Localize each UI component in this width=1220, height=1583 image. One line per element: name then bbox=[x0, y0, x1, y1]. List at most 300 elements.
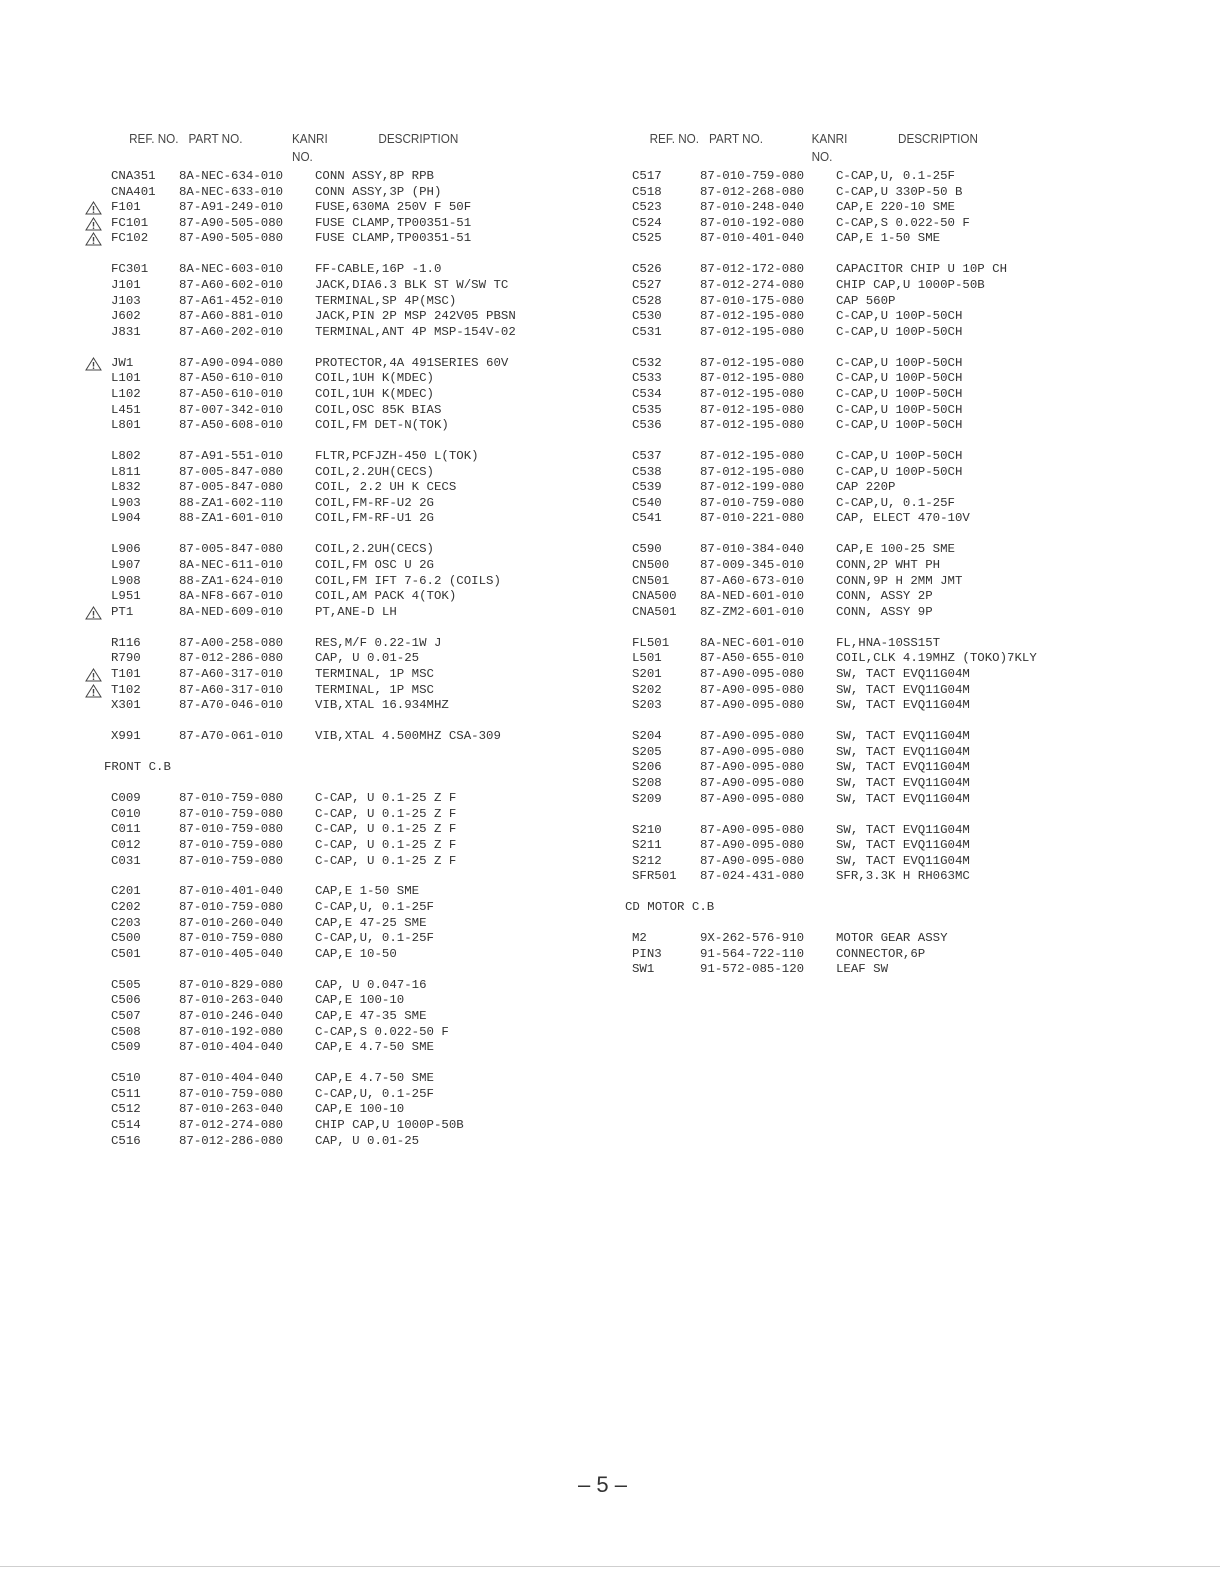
part-no: 87-A91-249-010 bbox=[179, 200, 284, 215]
ref-no: S202 bbox=[632, 682, 662, 697]
header-kanri: KANRI bbox=[292, 131, 328, 146]
part-no: 87-010-260-040 bbox=[179, 915, 284, 930]
ref-no: C510 bbox=[111, 1071, 141, 1086]
description: CAP 560P bbox=[836, 293, 896, 308]
part-no: 87-A60-602-010 bbox=[179, 277, 284, 292]
header-ref-no: REF. NO. bbox=[129, 131, 179, 146]
ref-no: C536 bbox=[632, 418, 662, 433]
description: COIL,OSC 85K BIAS bbox=[315, 402, 442, 417]
part-no: 87-010-384-040 bbox=[700, 542, 805, 557]
part-row bbox=[85, 449, 605, 465]
part-no: 87-A50-655-010 bbox=[700, 651, 805, 666]
description: CAP,E 47-25 SME bbox=[315, 915, 427, 930]
part-no: 87-012-195-080 bbox=[700, 324, 805, 339]
description: COIL,FM DET-N(TOK) bbox=[315, 418, 449, 433]
description: CAPACITOR CHIP U 10P CH bbox=[836, 262, 1008, 277]
part-row bbox=[610, 403, 1210, 419]
part-no: 87-012-195-080 bbox=[700, 418, 805, 433]
description: JACK,PIN 2P MSP 242V05 PBSN bbox=[315, 309, 516, 324]
description: RES,M/F 0.22-1W J bbox=[315, 635, 442, 650]
ref-no: C506 bbox=[111, 993, 141, 1008]
ref-no: C011 bbox=[111, 822, 141, 837]
part-row bbox=[85, 278, 605, 294]
ref-no: C528 bbox=[632, 293, 662, 308]
group-gap bbox=[85, 620, 605, 635]
description: FLTR,PCFJZH-450 L(TOK) bbox=[315, 449, 479, 464]
ref-no: PIN3 bbox=[632, 946, 662, 961]
part-no: 87-A90-095-080 bbox=[700, 744, 805, 759]
description: CONNECTOR,6P bbox=[836, 946, 926, 961]
description: VIB,XTAL 16.934MHZ bbox=[315, 698, 449, 713]
description: TERMINAL, 1P MSC bbox=[315, 666, 434, 681]
part-no: 87-A70-046-010 bbox=[179, 698, 284, 713]
part-no: 87-010-246-040 bbox=[179, 1009, 284, 1024]
description: SW, TACT EVQ11G04M bbox=[836, 729, 970, 744]
ref-no: S211 bbox=[632, 838, 662, 853]
header-description: DESCRIPTION bbox=[378, 131, 459, 146]
part-row bbox=[85, 1009, 605, 1025]
part-no: 87-A61-452-010 bbox=[179, 293, 284, 308]
part-no: 87-010-829-080 bbox=[179, 977, 284, 992]
part-no: 87-024-431-080 bbox=[700, 869, 805, 884]
part-row bbox=[85, 309, 605, 325]
ref-no: M2 bbox=[632, 931, 647, 946]
part-row bbox=[610, 449, 1210, 465]
ref-no: C525 bbox=[632, 231, 662, 246]
group-gap bbox=[85, 869, 605, 884]
ref-no: C537 bbox=[632, 449, 662, 464]
part-row bbox=[85, 418, 605, 434]
part-row bbox=[85, 683, 605, 699]
ref-no: JW1 bbox=[111, 355, 134, 370]
part-no: 8A-NF8-667-010 bbox=[179, 589, 284, 604]
part-no: 8A-NEC-603-010 bbox=[179, 262, 284, 277]
ref-no: F101 bbox=[111, 200, 141, 215]
part-row bbox=[85, 325, 605, 341]
part-row bbox=[610, 371, 1210, 387]
description: COIL,2.2UH(CECS) bbox=[315, 542, 434, 557]
description: C-CAP,U, 0.1-25F bbox=[836, 495, 955, 510]
part-row bbox=[85, 185, 605, 201]
part-row bbox=[85, 931, 605, 947]
group-gap bbox=[85, 776, 605, 791]
part-row bbox=[610, 931, 1210, 947]
part-row bbox=[85, 480, 605, 496]
part-row bbox=[610, 792, 1210, 808]
description: CAP, ELECT 470-10V bbox=[836, 511, 970, 526]
group-gap bbox=[85, 1056, 605, 1071]
description: COIL,FM-RF-U2 2G bbox=[315, 495, 434, 510]
page-bottom-rule bbox=[0, 1566, 1220, 1567]
part-no: 87-005-847-080 bbox=[179, 480, 284, 495]
part-row bbox=[610, 667, 1210, 683]
ref-no: C533 bbox=[632, 371, 662, 386]
group-gap bbox=[85, 527, 605, 542]
part-no: 87-A90-095-080 bbox=[700, 729, 805, 744]
part-no: 87-012-195-080 bbox=[700, 355, 805, 370]
ref-no: S205 bbox=[632, 744, 662, 759]
part-no: 87-012-195-080 bbox=[700, 449, 805, 464]
group-gap bbox=[610, 527, 1210, 542]
description: CAP, U 0.01-25 bbox=[315, 651, 420, 666]
part-no: 87-010-175-080 bbox=[700, 293, 805, 308]
part-row bbox=[610, 231, 1210, 247]
description: C-CAP,U 100P-50CH bbox=[836, 418, 963, 433]
group-gap bbox=[85, 434, 605, 449]
ref-no: C539 bbox=[632, 480, 662, 495]
part-row bbox=[85, 838, 605, 854]
part-no: 87-012-195-080 bbox=[700, 464, 805, 479]
description: CONN,9P H 2MM JMT bbox=[836, 573, 963, 588]
part-no: 87-010-759-080 bbox=[179, 900, 284, 915]
ref-no: J103 bbox=[111, 293, 141, 308]
ref-no: C524 bbox=[632, 215, 662, 230]
group-gap bbox=[610, 807, 1210, 822]
part-no: 87-012-195-080 bbox=[700, 402, 805, 417]
description: CONN ASSY,8P RPB bbox=[315, 169, 434, 183]
parts-list-body-right bbox=[610, 169, 1210, 978]
ref-no: L802 bbox=[111, 449, 141, 464]
part-no: 87-A90-095-080 bbox=[700, 822, 805, 837]
ref-no: C514 bbox=[111, 1117, 141, 1132]
ref-no: S209 bbox=[632, 791, 662, 806]
parts-list-left bbox=[85, 131, 605, 1149]
safety-warning-icon bbox=[85, 668, 102, 682]
description: SW, TACT EVQ11G04M bbox=[836, 698, 970, 713]
group-gap bbox=[610, 916, 1210, 931]
description: MOTOR GEAR ASSY bbox=[836, 931, 948, 946]
part-no: 88-ZA1-624-010 bbox=[179, 573, 284, 588]
part-row bbox=[610, 262, 1210, 278]
ref-no: X301 bbox=[111, 698, 141, 713]
part-no: 87-A60-202-010 bbox=[179, 324, 284, 339]
ref-no: C531 bbox=[632, 324, 662, 339]
header-part-no: PART NO. bbox=[709, 131, 763, 146]
ref-no: C518 bbox=[632, 184, 662, 199]
part-no: 87-A60-673-010 bbox=[700, 573, 805, 588]
part-no: 87-010-248-040 bbox=[700, 200, 805, 215]
part-row bbox=[610, 869, 1210, 885]
group-gap bbox=[610, 434, 1210, 449]
part-no: 87-A60-317-010 bbox=[179, 682, 284, 697]
part-no: 87-012-286-080 bbox=[179, 651, 284, 666]
part-row bbox=[85, 884, 605, 900]
description: LEAF SW bbox=[836, 962, 889, 977]
ref-no: J101 bbox=[111, 277, 141, 292]
description: C-CAP,U 100P-50CH bbox=[836, 386, 963, 401]
ref-no: CN500 bbox=[632, 558, 670, 573]
part-no: 8A-NEC-633-010 bbox=[179, 184, 284, 199]
part-row bbox=[610, 387, 1210, 403]
description: FUSE CLAMP,TP00351-51 bbox=[315, 231, 472, 246]
description: TERMINAL,SP 4P(MSC) bbox=[315, 293, 457, 308]
description: CHIP CAP,U 1000P-50B bbox=[315, 1117, 464, 1132]
description: C-CAP, U 0.1-25 Z F bbox=[315, 837, 457, 852]
ref-no: L811 bbox=[111, 464, 141, 479]
part-no: 8A-NEC-634-010 bbox=[179, 169, 284, 183]
ref-no: CNA500 bbox=[632, 589, 677, 604]
ref-no: L801 bbox=[111, 418, 141, 433]
part-row bbox=[85, 729, 605, 745]
description: C-CAP, U 0.1-25 Z F bbox=[315, 791, 457, 806]
description: PROTECTOR,4A 491SERIES 60V bbox=[315, 355, 509, 370]
part-no: 87-012-274-080 bbox=[179, 1117, 284, 1132]
ref-no: L101 bbox=[111, 371, 141, 386]
description: C-CAP,U, 0.1-25F bbox=[315, 1086, 434, 1101]
part-row bbox=[610, 636, 1210, 652]
description: COIL,FM-RF-U1 2G bbox=[315, 511, 434, 526]
part-no: 87-A90-095-080 bbox=[700, 682, 805, 697]
part-row bbox=[85, 667, 605, 683]
description: CAP 220P bbox=[836, 480, 896, 495]
part-row bbox=[85, 262, 605, 278]
description: SW, TACT EVQ11G04M bbox=[836, 822, 970, 837]
description: SFR,3.3K H RH063MC bbox=[836, 869, 970, 884]
part-no: 87-012-268-080 bbox=[700, 184, 805, 199]
part-no: 88-ZA1-601-010 bbox=[179, 511, 284, 526]
description: FF-CABLE,16P -1.0 bbox=[315, 262, 442, 277]
safety-warning-icon bbox=[85, 357, 102, 371]
part-no: 87-010-401-040 bbox=[179, 884, 284, 899]
description: C-CAP,U 100P-50CH bbox=[836, 309, 963, 324]
part-row bbox=[85, 978, 605, 994]
part-row bbox=[610, 589, 1210, 605]
ref-no: C517 bbox=[632, 169, 662, 183]
part-row bbox=[610, 651, 1210, 667]
part-row bbox=[610, 309, 1210, 325]
part-row bbox=[610, 200, 1210, 216]
ref-no: C010 bbox=[111, 806, 141, 821]
ref-no: C511 bbox=[111, 1086, 141, 1101]
header-description: DESCRIPTION bbox=[898, 131, 978, 146]
group-gap bbox=[610, 714, 1210, 729]
description: C-CAP,U 330P-50 B bbox=[836, 184, 963, 199]
ref-no: S204 bbox=[632, 729, 662, 744]
ref-no: L907 bbox=[111, 558, 141, 573]
ref-no: C203 bbox=[111, 915, 141, 930]
ref-no: L951 bbox=[111, 589, 141, 604]
part-row bbox=[610, 854, 1210, 870]
part-no: 87-005-847-080 bbox=[179, 464, 284, 479]
group-gap bbox=[85, 962, 605, 977]
ref-no: S210 bbox=[632, 822, 662, 837]
part-no: 88-ZA1-602-110 bbox=[179, 495, 284, 510]
part-row bbox=[85, 496, 605, 512]
description: COIL,CLK 4.19MHZ (TOKO)7KLY bbox=[836, 651, 1037, 666]
part-no: 87-010-405-040 bbox=[179, 946, 284, 961]
part-row bbox=[85, 1134, 605, 1150]
ref-no: C535 bbox=[632, 402, 662, 417]
ref-no: FC101 bbox=[111, 215, 149, 230]
description: CONN,2P WHT PH bbox=[836, 558, 941, 573]
part-row bbox=[610, 605, 1210, 621]
page-number: – 5 – bbox=[578, 1472, 627, 1497]
part-row bbox=[85, 589, 605, 605]
part-row bbox=[85, 916, 605, 932]
ref-no: L501 bbox=[632, 651, 662, 666]
part-row bbox=[85, 371, 605, 387]
part-no: 87-A50-610-010 bbox=[179, 386, 284, 401]
parts-list-right bbox=[610, 131, 1210, 978]
description: COIL,1UH K(MDEC) bbox=[315, 371, 434, 386]
description: C-CAP,U 100P-50CH bbox=[836, 449, 963, 464]
part-row bbox=[85, 169, 605, 185]
safety-warning-icon bbox=[85, 201, 102, 215]
part-no: 87-A70-061-010 bbox=[179, 729, 284, 744]
part-no: 87-A90-505-080 bbox=[179, 231, 284, 246]
header-kanri-no: NO. bbox=[811, 149, 833, 164]
description: COIL,FM OSC U 2G bbox=[315, 558, 434, 573]
ref-no: R790 bbox=[111, 651, 141, 666]
description: SW, TACT EVQ11G04M bbox=[836, 775, 970, 790]
ref-no: FC102 bbox=[111, 231, 149, 246]
description: CAP,E 1-50 SME bbox=[836, 231, 941, 246]
section-spacer bbox=[610, 885, 1210, 900]
description: CAP, U 0.01-25 bbox=[315, 1133, 420, 1148]
description: C-CAP,U, 0.1-25F bbox=[315, 900, 434, 915]
ref-no: SW1 bbox=[632, 962, 655, 977]
part-no: 87-A90-094-080 bbox=[179, 355, 284, 370]
description: CAP,E 4.7-50 SME bbox=[315, 1071, 434, 1086]
part-row bbox=[610, 962, 1210, 978]
description: C-CAP,U 100P-50CH bbox=[836, 371, 963, 386]
part-no: 87-012-274-080 bbox=[700, 277, 805, 292]
part-row bbox=[85, 403, 605, 419]
ref-no: S201 bbox=[632, 666, 662, 681]
part-no: 87-A90-095-080 bbox=[700, 853, 805, 868]
ref-no: C541 bbox=[632, 511, 662, 526]
ref-no: S208 bbox=[632, 775, 662, 790]
part-no: 87-012-195-080 bbox=[700, 371, 805, 386]
ref-no: X991 bbox=[111, 729, 141, 744]
ref-no: L102 bbox=[111, 386, 141, 401]
part-no: 87-010-759-080 bbox=[179, 822, 284, 837]
part-no: 87-010-263-040 bbox=[179, 1102, 284, 1117]
group-gap bbox=[610, 340, 1210, 355]
description: C-CAP,U 100P-50CH bbox=[836, 464, 963, 479]
description: CAP,E 100-25 SME bbox=[836, 542, 955, 557]
part-no: 87-010-192-080 bbox=[179, 1024, 284, 1039]
part-row bbox=[85, 542, 605, 558]
ref-no: T102 bbox=[111, 682, 141, 697]
group-gap bbox=[610, 620, 1210, 635]
part-no: 87-A90-095-080 bbox=[700, 775, 805, 790]
ref-no: C031 bbox=[111, 853, 141, 868]
part-no: 87-010-759-080 bbox=[700, 169, 805, 183]
part-row bbox=[85, 216, 605, 232]
ref-no: S206 bbox=[632, 760, 662, 775]
description: SW, TACT EVQ11G04M bbox=[836, 760, 970, 775]
part-row bbox=[610, 947, 1210, 963]
part-no: 87-010-401-040 bbox=[700, 231, 805, 246]
description: PT,ANE-D LH bbox=[315, 604, 397, 619]
part-row bbox=[85, 465, 605, 481]
part-no: 87-009-345-010 bbox=[700, 558, 805, 573]
description: COIL,1UH K(MDEC) bbox=[315, 386, 434, 401]
part-row bbox=[85, 200, 605, 216]
header-kanri-no: NO. bbox=[292, 149, 313, 164]
safety-warning-icon bbox=[85, 232, 102, 246]
part-row bbox=[610, 278, 1210, 294]
ref-no: C534 bbox=[632, 386, 662, 401]
part-row bbox=[85, 574, 605, 590]
part-row bbox=[610, 480, 1210, 496]
part-row bbox=[85, 791, 605, 807]
part-row bbox=[85, 900, 605, 916]
ref-no: S203 bbox=[632, 698, 662, 713]
ref-no: C507 bbox=[111, 1009, 141, 1024]
ref-no: C201 bbox=[111, 884, 141, 899]
ref-no: C202 bbox=[111, 900, 141, 915]
part-no: 87-010-759-080 bbox=[179, 806, 284, 821]
part-row bbox=[85, 651, 605, 667]
part-row bbox=[85, 1118, 605, 1134]
ref-no: C505 bbox=[111, 977, 141, 992]
description: CAP,E 100-10 bbox=[315, 1102, 405, 1117]
part-row bbox=[85, 636, 605, 652]
part-row bbox=[610, 745, 1210, 761]
part-row bbox=[610, 838, 1210, 854]
part-row bbox=[610, 729, 1210, 745]
ref-no: C530 bbox=[632, 309, 662, 324]
description: C-CAP, U 0.1-25 Z F bbox=[315, 853, 457, 868]
description: C-CAP,U 100P-50CH bbox=[836, 402, 963, 417]
part-no: 8A-NEC-601-010 bbox=[700, 635, 805, 650]
part-row bbox=[85, 558, 605, 574]
part-no: 87-012-199-080 bbox=[700, 480, 805, 495]
ref-no: C500 bbox=[111, 931, 141, 946]
part-no: 87-010-759-080 bbox=[179, 853, 284, 868]
description: SW, TACT EVQ11G04M bbox=[836, 853, 970, 868]
part-row bbox=[610, 418, 1210, 434]
ref-no: C590 bbox=[632, 542, 662, 557]
part-row bbox=[610, 760, 1210, 776]
ref-no: CNA501 bbox=[632, 604, 677, 619]
part-no: 87-010-759-080 bbox=[179, 791, 284, 806]
description: CAP, U 0.047-16 bbox=[315, 977, 427, 992]
group-gap bbox=[85, 247, 605, 262]
group-gap bbox=[85, 714, 605, 729]
column-headers bbox=[85, 131, 553, 169]
part-row bbox=[85, 993, 605, 1009]
description: C-CAP,U, 0.1-25F bbox=[836, 169, 955, 183]
description: COIL, 2.2 UH K CECS bbox=[315, 480, 457, 495]
description: CAP,E 47-35 SME bbox=[315, 1009, 427, 1024]
part-row bbox=[85, 294, 605, 310]
part-row bbox=[85, 1040, 605, 1056]
part-no: 87-A00-258-080 bbox=[179, 635, 284, 650]
description: C-CAP, U 0.1-25 Z F bbox=[315, 822, 457, 837]
part-no: 87-A90-095-080 bbox=[700, 838, 805, 853]
ref-no: L908 bbox=[111, 573, 141, 588]
part-row bbox=[610, 683, 1210, 699]
part-no: 8Z-ZM2-601-010 bbox=[700, 604, 805, 619]
group-gap bbox=[85, 340, 605, 355]
ref-no: L832 bbox=[111, 480, 141, 495]
description: CAP,E 1-50 SME bbox=[315, 884, 420, 899]
part-row bbox=[85, 1025, 605, 1041]
part-row bbox=[610, 776, 1210, 792]
header-ref-no: REF. NO. bbox=[649, 131, 700, 146]
ref-no: FC301 bbox=[111, 262, 149, 277]
ref-no: L451 bbox=[111, 402, 141, 417]
ref-no: S212 bbox=[632, 853, 662, 868]
part-no: 87-012-195-080 bbox=[700, 386, 805, 401]
part-row bbox=[610, 823, 1210, 839]
part-no: 9X-262-576-910 bbox=[700, 931, 805, 946]
description: VIB,XTAL 4.500MHZ CSA-309 bbox=[315, 729, 501, 744]
description: CAP,E 100-10 bbox=[315, 993, 405, 1008]
